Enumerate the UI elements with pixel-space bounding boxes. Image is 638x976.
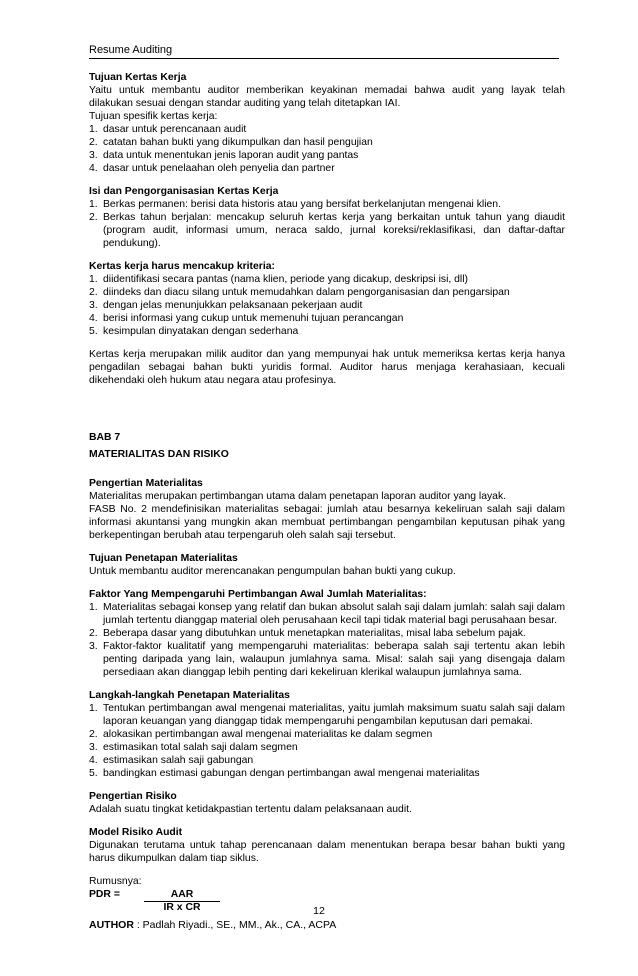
- formula-lhs: PDR =: [89, 889, 120, 900]
- list-item: 2. catatan bahan bukti yang dikumpulkan dan hasil pengujian: [89, 137, 373, 148]
- list-item: 5. kesimpulan dinyatakan dengan sederhana: [89, 326, 299, 337]
- author-footer: [89, 919, 336, 931]
- list-item: 2. diindeks dan diacu silang untuk memudahkan dalam pengorganisasian dan pengarsipan: [89, 287, 510, 298]
- list-item: 2. Beberapa dasar yang dibutuhkan untuk menetapkan materialitas, misal laba sebelum pajak.: [89, 628, 526, 639]
- list-item: 3. estimasikan total salah saji dalam segmen: [89, 742, 298, 753]
- numbered-list: [89, 601, 565, 679]
- section-title: Langkah-langkah Penetapan Materialitas: [89, 690, 290, 701]
- list-item: 3. dengan jelas menunjukkan pelaksanaan pekerjaan audit: [89, 300, 363, 311]
- paragraph: FASB No. 2 mendefinisikan materialitas sebagai: jumlah atau besarnya kekeliruan salah saji dalam informasi akuntansi yang mungkin akan membuat pertimbangan pengambilan keputusan pihak yang berkepentingan berubah atau terpengaruh oleh salah saji tersebut.: [89, 504, 565, 541]
- running-header: Resume Auditing: [89, 44, 559, 59]
- list-item: 1. Tentukan pertimbangan awal mengenai materialitas, yaitu jumlah maksimum suatu salah saji dalam laporan keuangan yang dianggap tidak mempengaruhi pengambilan keputusan dari pemakai.: [89, 703, 565, 727]
- numbered-list: [89, 198, 565, 250]
- list-item: 1. dasar untuk perencanaan audit: [89, 124, 247, 135]
- section-title: Isi dan Pengorganisasian Kertas Kerja: [89, 186, 279, 197]
- section-title: Tujuan Kertas Kerja: [89, 72, 187, 83]
- section-title: Model Risiko Audit: [89, 827, 183, 838]
- list-item: 2. alokasikan pertimbangan awal mengenai materialitas ke dalam segmen: [89, 729, 433, 740]
- list-item: 3. data untuk menentukan jenis laporan audit yang pantas: [89, 150, 359, 161]
- formula-numerator: AAR: [144, 888, 220, 902]
- list-item: 4. estimasikan salah saji gabungan: [89, 755, 254, 766]
- list-item: 2. Berkas tahun berjalan: mencakup seluruh kertas kerja yang berkaitan untuk tahun yang diaudit (program audit, informasi umum, neraca saldo, jurnal koreksi/reklasifikasi, dan daftar-daftar pendukung).: [89, 212, 565, 249]
- list-item: 4. berisi informasi yang cukup untuk memenuhi tujuan perancangan: [89, 313, 404, 324]
- section-title: Pengertian Materialitas: [89, 478, 203, 489]
- section-title: Tujuan Penetapan Materialitas: [89, 553, 238, 564]
- list-item: 1. Berkas permanen: berisi data historis atau yang bersifat berkelanjutan mengenai klien.: [89, 199, 501, 210]
- numbered-list: [89, 702, 565, 780]
- list-item: 3. Faktor-faktor kualitatif yang mempengaruhi materialitas: beberapa salah saji tertentu akan lebih penting daripada yang lain, walaupun jumlahnya sama. Misal: salah saji yang disengaja dalam persediaan akan dianggap lebih penting dari kekeliruan klerikal walaupun jumlahnya sama.: [89, 641, 565, 678]
- paragraph: Kertas kerja merupakan milik auditor dan yang mempunyai hak untuk memeriksa kertas kerja hanya pengadilan sebagai bahan bukti yuridis formal. Auditor harus menjaga kerahasiaan, kecuali dikehendaki oleh hukum atau negara atau profesinya.: [89, 349, 565, 386]
- section-title: Pengertian Risiko: [89, 791, 177, 802]
- author-text: : Padlah Riyadi., SE., MM., Ak., CA., ACPA: [133, 919, 337, 931]
- list-item: 5. bandingkan estimasi gabungan dengan pertimbangan awal mengenai materialitas: [89, 768, 480, 779]
- chapter-title: MATERIALITAS DAN RISIKO: [89, 449, 229, 460]
- section-title: Kertas kerja harus mencakup kriteria:: [89, 261, 275, 272]
- chapter-label: BAB 7: [89, 432, 121, 443]
- page-content: [89, 71, 565, 914]
- formula-denominator: IR x CR: [163, 902, 201, 913]
- paragraph: Tujuan spesifik kertas kerja:: [89, 111, 218, 122]
- numbered-list: [89, 273, 565, 338]
- author-label: AUTHOR: [89, 919, 134, 931]
- list-item: 4. dasar untuk penelaahan oleh penyelia dan partner: [89, 163, 335, 174]
- formula-intro: Rumusnya:: [89, 876, 142, 887]
- paragraph: Digunakan terutama untuk tahap perencanaan dalam menentukan berapa besar bahan bukti yang harus dikumpulkan dalam tiap siklus.: [89, 840, 565, 864]
- numbered-list: [89, 123, 565, 175]
- list-item: 1. Materialitas sebagai konsep yang relatif dan bukan absolut salah saji dalam jumlah: salah saji dalam jumlah tertentu dianggap material oleh perusahaan kecil tapi tidak material bagi perusahaan besar.: [89, 602, 565, 626]
- paragraph: Materialitas merupakan pertimbangan utama dalam penetapan laporan auditor yang layak.: [89, 491, 507, 502]
- paragraph: Yaitu untuk membantu auditor memberikan keyakinan memadai bahwa audit yang layak telah dilakukan sesuai dengan standar auditing yang telah ditetapkan IAI.: [89, 85, 565, 109]
- paragraph: Adalah suatu tingkat ketidakpastian tertentu dalam pelaksanaan audit.: [89, 804, 412, 815]
- page-number: 12: [313, 905, 325, 917]
- list-item: 1. diidentifikasi secara pantas (nama klien, periode yang dicakup, deskripsi isi, dll): [89, 274, 469, 285]
- paragraph: Untuk membantu auditor merencanakan pengumpulan bahan bukti yang cukup.: [89, 566, 456, 577]
- section-title: Faktor Yang Mempengaruhi Pertimbangan Awal Jumlah Materialitas:: [89, 589, 427, 600]
